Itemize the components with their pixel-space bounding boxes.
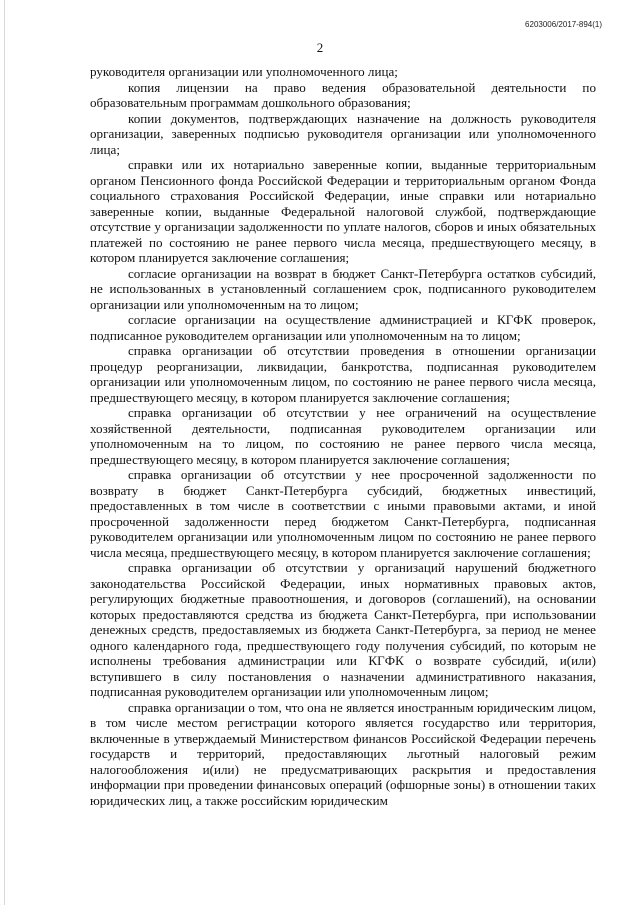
paragraph: справка организации об отсутствии проведения в отношении организации процедур реорганизации, ликвидации, банкротства, подписанная руководителем организации или уполномоченным лицом, по состоянию не ранее первого числа месяца, предшествующего месяцу, в котором планируется заключение соглашения; [90, 343, 596, 405]
paragraph: руководителя организации или уполномоченного лица; [90, 64, 398, 79]
document-code: 6203006/2017-894(1) [525, 20, 602, 29]
paragraph: справка организации об отсутствии у нее просроченной задолженности по возврату в бюджет Санкт-Петербурга субсидий, бюджетных инвестиций, предоставленных в том числе в соответствии с иными правовыми актами, и иной просроченной задолженности перед бюджетом Санкт-Петербурга, подписанная руководителем организации или уполномоченным лицом по состоянию не ранее первого числа месяца, предшествующего месяцу, в котором планируется заключение соглашения; [90, 467, 596, 560]
paragraph: справка организации об отсутствии у нее ограничений на осуществление хозяйственной деятельности, подписанная руководителем организации или уполномоченным на то лицом, по состоянию не ранее первого числа месяца, предшествующего месяцу, в котором планируется заключение соглашения; [90, 405, 596, 467]
paragraph: справка организации о том, что она не является иностранным юридическим лицом, в том числе местом регистрации которого является государство или территория, включенные в утверждаемый Министерством финансов Российской Федерации перечень государств и территорий, предоставляющих льготный налоговый режим налогообложения и(или) не предусматривающих раскрытия и предоставления информации при проведении финансовых операций (офшорные зоны) в отношении таких юридических лиц, а также российским юридическим [90, 699, 596, 808]
paragraph: справки или их нотариально заверенные копии, выданные территориальным органом Пенсионного фонда Российской Федерации и территориальным органом Фонда социального страхования Российской Федерации, иные справки или нотариально заверенные копии, выданные Федеральной налоговой службой, подтверждающие отсутствие у организации задолженности по уплате налогов, сборов и иных обязательных платежей по состоянию не ранее первого числа месяца, предшествующего месяцу, в котором планируется заключение соглашения; [90, 157, 596, 265]
paragraph: копия лицензии на право ведения образовательной деятельности по образовательным программам дошкольного образования; [90, 79, 596, 110]
paragraph: согласие организации на возврат в бюджет Санкт-Петербурга остатков субсидий, не использованных в установленный соглашением срок, подписанного руководителем организации или уполномоченным на то лицом; [90, 265, 596, 312]
page-number: 2 [316, 40, 324, 55]
document-body [90, 64, 596, 808]
scan-edge [4, 0, 5, 905]
paragraph: копии документов, подтверждающих назначение на должность руководителя организации, заверенных подписью руководителя организации или уполномоченного лица; [90, 110, 596, 157]
paragraph: справка организации об отсутствии у организаций нарушений бюджетного законодательства Российской Федерации, иных нормативных правовых актов, регулирующих бюджетные правоотношения, и договоров (соглашений), на основании которых предоставляются средства из бюджета Санкт-Петербурга, при использовании денежных средств, предоставляемых из бюджета Санкт-Петербурга, за период не менее одного календарного года, предшествующего году получения субсидий, по которым не исполнены требования администрации или КГФК о возврате субсидий, и(или) вступившего в силу постановления о назначении административного наказания, подписанная руководителем организации или уполномоченным лицом; [90, 560, 596, 699]
paragraph: согласие организации на осуществление администрацией и КГФК проверок, подписанное руководителем организации или уполномоченным на то лицом; [90, 312, 596, 343]
